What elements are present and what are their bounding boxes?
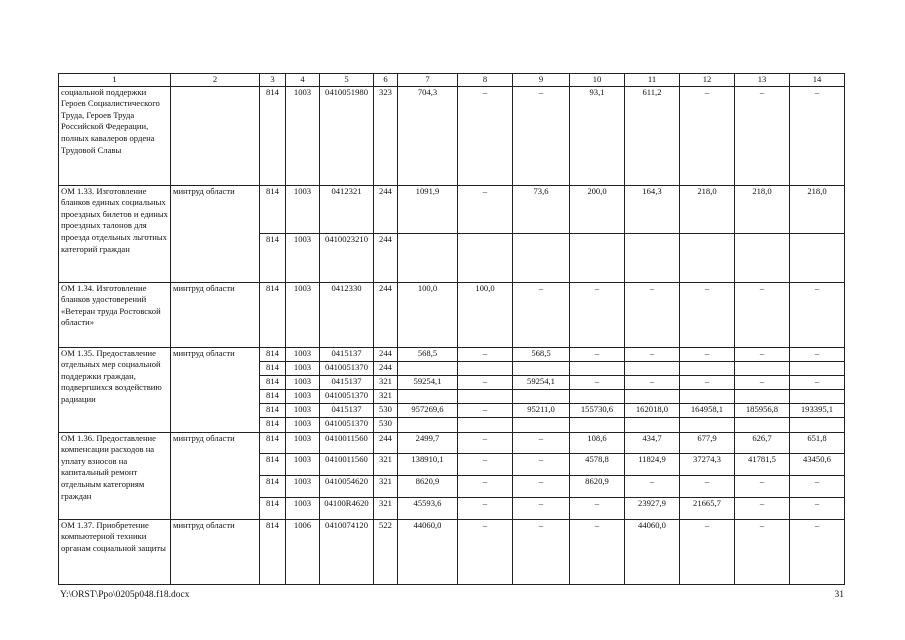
table-cell: – (680, 347, 735, 361)
table-cell: 0415137 (320, 404, 374, 418)
table-cell: 530 (374, 404, 398, 418)
table-cell: 8620,9 (570, 476, 625, 498)
table-cell (680, 234, 735, 283)
table-cell: 100,0 (398, 282, 458, 347)
table-cell (458, 390, 513, 404)
header-cell: 6 (374, 74, 398, 87)
table-cell: 814 (260, 86, 286, 185)
table-cell: 814 (260, 404, 286, 418)
table-cell: 1003 (286, 234, 320, 283)
table-cell: – (625, 476, 680, 498)
table-cell: 611,2 (625, 86, 680, 185)
table-cell: 0415137 (320, 375, 374, 389)
table-cell: 568,5 (513, 347, 570, 361)
executor: минтруд области (171, 185, 260, 282)
header-cell: 13 (735, 74, 790, 87)
table-cell: – (458, 375, 513, 389)
table-cell (625, 390, 680, 404)
table-cell (735, 418, 790, 432)
table-cell: 164958,1 (680, 404, 735, 418)
table-cell: 0410054620 (320, 476, 374, 498)
table-cell: 44060,0 (398, 519, 458, 584)
executor: минтруд области (171, 519, 260, 584)
table-cell: 37274,3 (680, 454, 735, 476)
table-cell: 814 (260, 432, 286, 454)
table-cell: 814 (260, 454, 286, 476)
table-cell: 218,0 (790, 185, 845, 234)
table-cell (398, 234, 458, 283)
table-cell: 0410051370 (320, 361, 374, 375)
table-cell: 1003 (286, 361, 320, 375)
table-cell: 1003 (286, 454, 320, 476)
budget-table (58, 73, 845, 585)
table-cell: – (570, 375, 625, 389)
table-cell: 0412321 (320, 185, 374, 234)
table-cell: – (570, 497, 625, 519)
table-cell: 1006 (286, 519, 320, 584)
table-cell: – (735, 347, 790, 361)
table-cell (790, 390, 845, 404)
table-cell: 93,1 (570, 86, 625, 185)
executor: минтруд области (171, 282, 260, 347)
table-row (59, 432, 845, 454)
table-cell: – (680, 282, 735, 347)
executor: минтруд области (171, 347, 260, 432)
header-cell: 12 (680, 74, 735, 87)
table-cell (790, 418, 845, 432)
header-cell: 9 (513, 74, 570, 87)
table-cell: – (513, 282, 570, 347)
table-cell (570, 418, 625, 432)
table-cell: – (735, 476, 790, 498)
table-cell: 244 (374, 361, 398, 375)
table-cell (735, 390, 790, 404)
table-cell: – (790, 282, 845, 347)
table-cell: – (735, 497, 790, 519)
table-cell: 1003 (286, 347, 320, 361)
table-row (59, 185, 845, 234)
table-cell: – (458, 347, 513, 361)
table-cell: – (513, 519, 570, 584)
table-cell (735, 361, 790, 375)
table-cell: 434,7 (625, 432, 680, 454)
table-cell: 100,0 (458, 282, 513, 347)
table-cell (625, 234, 680, 283)
table-cell: 0410023210 (320, 234, 374, 283)
header-cell: 10 (570, 74, 625, 87)
table-cell: 0412330 (320, 282, 374, 347)
table-cell (513, 361, 570, 375)
table-cell: 677,9 (680, 432, 735, 454)
table-cell: 108,6 (570, 432, 625, 454)
table-cell: 244 (374, 432, 398, 454)
table-cell: 1003 (286, 418, 320, 432)
table-cell: 0415137 (320, 347, 374, 361)
table-cell: 185956,8 (735, 404, 790, 418)
table-cell (513, 234, 570, 283)
table-cell: – (513, 476, 570, 498)
table-cell: – (458, 185, 513, 234)
table-cell: 814 (260, 347, 286, 361)
table-cell: – (735, 282, 790, 347)
table-cell: – (513, 454, 570, 476)
table-cell: – (735, 519, 790, 584)
table-cell: 0410011560 (320, 432, 374, 454)
table-cell: – (790, 375, 845, 389)
table-cell: – (735, 375, 790, 389)
table-cell: – (790, 347, 845, 361)
table-cell: 1003 (286, 185, 320, 234)
table-cell: 814 (260, 390, 286, 404)
table-cell: 814 (260, 185, 286, 234)
table-row (59, 86, 845, 185)
table-cell: 2499,7 (398, 432, 458, 454)
executor (171, 86, 260, 185)
file-path: Y:\ORST\Ppo\0205p048.f18.docx (60, 590, 190, 600)
table-cell: 321 (374, 476, 398, 498)
table-cell: 323 (374, 86, 398, 185)
table-cell: 04100R4620 (320, 497, 374, 519)
table-cell: 1003 (286, 375, 320, 389)
table-cell: – (458, 404, 513, 418)
table-cell: – (790, 86, 845, 185)
table-cell (625, 418, 680, 432)
table-cell (790, 361, 845, 375)
table-cell: 200,0 (570, 185, 625, 234)
table-cell (570, 234, 625, 283)
table-cell: – (625, 282, 680, 347)
header-cell: 1 (59, 74, 171, 87)
table-row (59, 519, 845, 584)
table-cell: 59254,1 (513, 375, 570, 389)
table-cell: 218,0 (680, 185, 735, 234)
table-cell: 21665,7 (680, 497, 735, 519)
measure-name: ОМ 1.36. Предоставление компенсации расходов на уплату взносов на капитальный ремонт отдельным категориям граждан (59, 432, 171, 519)
table-cell: 1003 (286, 86, 320, 185)
table-cell: – (570, 519, 625, 584)
table-cell: – (458, 476, 513, 498)
table-row (59, 347, 845, 361)
table-cell: 0410051370 (320, 390, 374, 404)
table-cell: – (790, 519, 845, 584)
table-cell: 0410051980 (320, 86, 374, 185)
header-cell: 5 (320, 74, 374, 87)
table-cell (570, 390, 625, 404)
table-cell: 321 (374, 454, 398, 476)
table-cell (790, 234, 845, 283)
table-cell (458, 234, 513, 283)
table-cell: 1003 (286, 497, 320, 519)
table-cell: 45593,6 (398, 497, 458, 519)
table-cell: 814 (260, 234, 286, 283)
table-cell: – (735, 86, 790, 185)
table-cell: 59254,1 (398, 375, 458, 389)
table-cell: 1091,9 (398, 185, 458, 234)
table-cell (570, 361, 625, 375)
measure-name: ОМ 1.34. Изготовление бланков удостоверений «Ветеран труда Ростовской области» (59, 282, 171, 347)
table-cell: 814 (260, 476, 286, 498)
table-cell: – (625, 375, 680, 389)
table-cell: 244 (374, 185, 398, 234)
table-cell (398, 390, 458, 404)
table-cell: – (458, 432, 513, 454)
table-cell (513, 418, 570, 432)
table-cell: 1003 (286, 390, 320, 404)
header-row (59, 74, 845, 87)
table-cell: 73,6 (513, 185, 570, 234)
table-cell: 321 (374, 375, 398, 389)
table-cell: 43450,6 (790, 454, 845, 476)
table-cell: 626,7 (735, 432, 790, 454)
table-cell: 8620,9 (398, 476, 458, 498)
table-cell: 814 (260, 418, 286, 432)
table-cell: 155730,6 (570, 404, 625, 418)
table-cell: 957269,6 (398, 404, 458, 418)
measure-name: социальной поддержки Героев Социалистического Труда, Героев Труда Российской Федерации, полных кавалеров ордена Трудовой Славы (59, 86, 171, 185)
table-row (59, 282, 845, 347)
table-cell: 95211,0 (513, 404, 570, 418)
table-cell: 0410074120 (320, 519, 374, 584)
table-cell: 814 (260, 282, 286, 347)
table-cell: – (790, 476, 845, 498)
table-cell: – (458, 497, 513, 519)
table-cell (680, 361, 735, 375)
page-number: 31 (834, 590, 844, 600)
table-cell: – (790, 497, 845, 519)
table-cell: – (513, 497, 570, 519)
table-cell: – (680, 375, 735, 389)
table-cell: 522 (374, 519, 398, 584)
table-cell: 244 (374, 347, 398, 361)
table-cell (398, 361, 458, 375)
table-cell: – (680, 476, 735, 498)
table-cell (680, 418, 735, 432)
table-cell (458, 418, 513, 432)
table-cell: 218,0 (735, 185, 790, 234)
measure-name: ОМ 1.37. Приобретение компьютерной техники органам социальной защиты (59, 519, 171, 584)
table-cell (398, 418, 458, 432)
table-cell: 704,3 (398, 86, 458, 185)
table-cell: – (513, 432, 570, 454)
table-cell: 0410011560 (320, 454, 374, 476)
table-cell: 814 (260, 361, 286, 375)
table-cell (680, 390, 735, 404)
table-cell: 138910,1 (398, 454, 458, 476)
header-cell: 4 (286, 74, 320, 87)
executor: минтруд области (171, 432, 260, 519)
table-cell: 1003 (286, 282, 320, 347)
table-cell: 568,5 (398, 347, 458, 361)
table-cell: – (570, 347, 625, 361)
table-cell: 814 (260, 519, 286, 584)
table-cell: 162018,0 (625, 404, 680, 418)
table-cell: 321 (374, 390, 398, 404)
measure-name: ОМ 1.35. Предоставление отдельных мер социальной поддержки граждан, подвергшихся воздействию радиации (59, 347, 171, 432)
table-cell: – (680, 519, 735, 584)
header-cell: 14 (790, 74, 845, 87)
table-cell: 1003 (286, 432, 320, 454)
table-cell: 651,8 (790, 432, 845, 454)
header-cell: 8 (458, 74, 513, 87)
table-cell: 1003 (286, 404, 320, 418)
table-cell: – (458, 519, 513, 584)
table-cell: 814 (260, 375, 286, 389)
table-cell: 321 (374, 497, 398, 519)
header-cell: 3 (260, 74, 286, 87)
table-cell (458, 361, 513, 375)
table-cell: – (625, 347, 680, 361)
table-cell (625, 361, 680, 375)
table-cell: 164,3 (625, 185, 680, 234)
header-cell: 11 (625, 74, 680, 87)
table-cell: 4578,8 (570, 454, 625, 476)
table-cell: 814 (260, 497, 286, 519)
table-cell: 44060,0 (625, 519, 680, 584)
table-cell: 193395,1 (790, 404, 845, 418)
table-cell: 244 (374, 234, 398, 283)
header-cell: 2 (171, 74, 260, 87)
table-cell: 1003 (286, 476, 320, 498)
table-cell: 530 (374, 418, 398, 432)
header-cell: 7 (398, 74, 458, 87)
table-cell (735, 234, 790, 283)
table-cell: 244 (374, 282, 398, 347)
table-cell: 11824,9 (625, 454, 680, 476)
table-cell (513, 390, 570, 404)
table-cell: – (458, 454, 513, 476)
table-cell: 41781,5 (735, 454, 790, 476)
table-cell: – (570, 282, 625, 347)
table-cell: 0410051370 (320, 418, 374, 432)
table-cell: – (513, 86, 570, 185)
measure-name: ОМ 1.33. Изготовление бланков единых социальных проездных билетов и единых проездных талонов для проезда отдельных льготных категорий граждан (59, 185, 171, 282)
table-cell: 23927,9 (625, 497, 680, 519)
table-cell: – (680, 86, 735, 185)
table-cell: – (458, 86, 513, 185)
